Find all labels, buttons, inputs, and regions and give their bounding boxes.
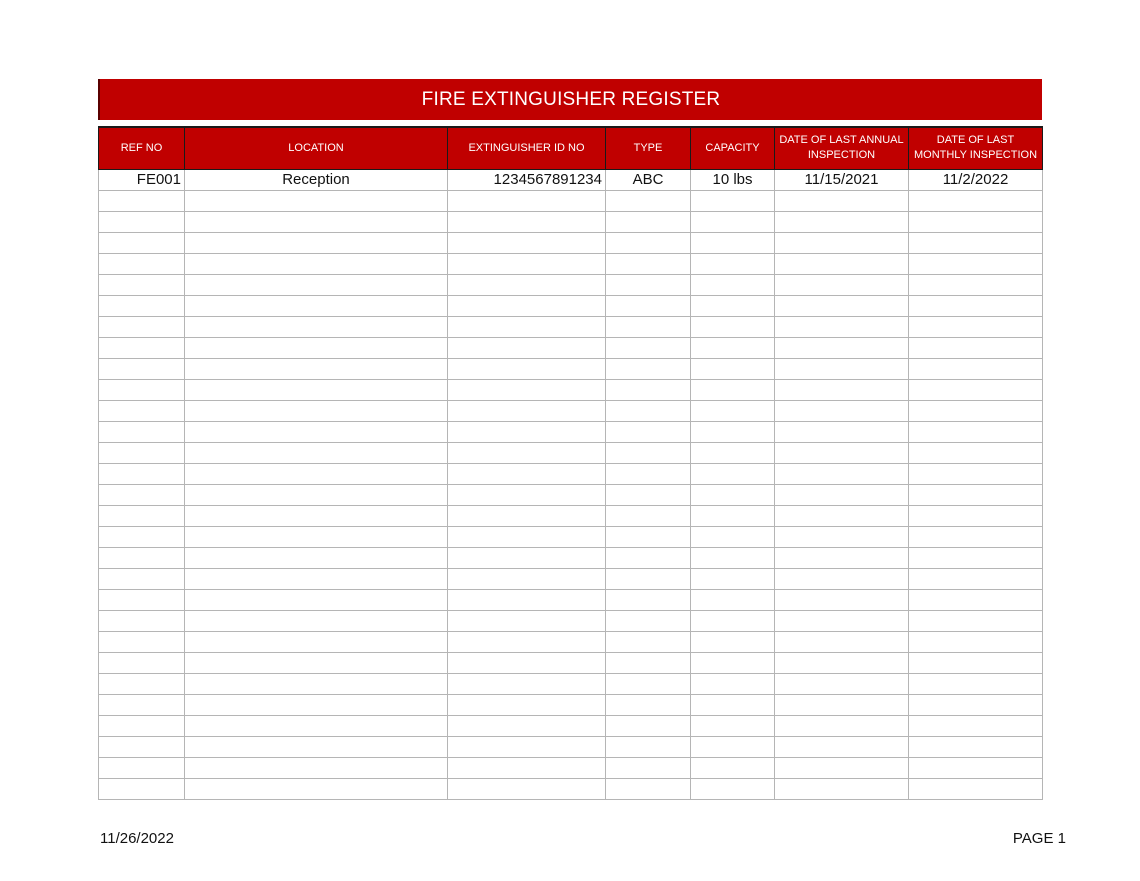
ref-no-cell[interactable] bbox=[99, 232, 185, 253]
table-row bbox=[99, 505, 1043, 526]
table-row bbox=[99, 526, 1043, 547]
table-row bbox=[99, 610, 1043, 631]
monthly-inspection-cell[interactable] bbox=[909, 337, 1043, 358]
capacity-cell[interactable] bbox=[691, 484, 775, 505]
monthly-inspection-cell[interactable] bbox=[909, 715, 1043, 736]
table-row bbox=[99, 715, 1043, 736]
capacity-cell[interactable] bbox=[691, 421, 775, 442]
type-cell[interactable] bbox=[606, 673, 691, 694]
extinguisher-id-cell[interactable] bbox=[448, 715, 606, 736]
type-cell[interactable] bbox=[606, 547, 691, 568]
ref-no-cell[interactable] bbox=[99, 568, 185, 589]
annual-inspection-cell[interactable] bbox=[775, 316, 909, 337]
register-title: FIRE EXTINGUISHER REGISTER bbox=[98, 79, 1042, 120]
location-cell[interactable] bbox=[185, 295, 448, 316]
monthly-inspection-cell[interactable]: 11/2/2022 bbox=[909, 169, 1043, 190]
monthly-inspection-cell[interactable] bbox=[909, 757, 1043, 778]
extinguisher-id-cell[interactable] bbox=[448, 190, 606, 211]
ref-no-cell[interactable] bbox=[99, 337, 185, 358]
extinguisher-id-cell[interactable] bbox=[448, 652, 606, 673]
extinguisher-id-cell[interactable] bbox=[448, 274, 606, 295]
type-cell[interactable] bbox=[606, 379, 691, 400]
capacity-cell[interactable] bbox=[691, 274, 775, 295]
ref-no-cell[interactable] bbox=[99, 484, 185, 505]
column-header-type: TYPE bbox=[606, 127, 691, 169]
ref-no-cell[interactable] bbox=[99, 505, 185, 526]
location-cell[interactable] bbox=[185, 400, 448, 421]
annual-inspection-cell[interactable] bbox=[775, 757, 909, 778]
location-cell[interactable] bbox=[185, 211, 448, 232]
location-cell[interactable] bbox=[185, 778, 448, 799]
type-cell[interactable] bbox=[606, 568, 691, 589]
table-row bbox=[99, 484, 1043, 505]
location-cell[interactable] bbox=[185, 757, 448, 778]
type-cell[interactable] bbox=[606, 526, 691, 547]
type-cell[interactable] bbox=[606, 421, 691, 442]
extinguisher-id-cell[interactable] bbox=[448, 694, 606, 715]
location-cell[interactable] bbox=[185, 505, 448, 526]
extinguisher-id-cell[interactable] bbox=[448, 505, 606, 526]
type-cell[interactable] bbox=[606, 400, 691, 421]
monthly-inspection-cell[interactable] bbox=[909, 379, 1043, 400]
ref-no-cell[interactable] bbox=[99, 274, 185, 295]
annual-inspection-cell[interactable] bbox=[775, 337, 909, 358]
location-cell[interactable] bbox=[185, 484, 448, 505]
table-row bbox=[99, 421, 1043, 442]
capacity-cell[interactable] bbox=[691, 442, 775, 463]
table-row bbox=[99, 400, 1043, 421]
type-cell[interactable] bbox=[606, 715, 691, 736]
ref-no-cell[interactable] bbox=[99, 757, 185, 778]
location-cell[interactable] bbox=[185, 190, 448, 211]
type-cell[interactable] bbox=[606, 232, 691, 253]
monthly-inspection-cell[interactable] bbox=[909, 211, 1043, 232]
annual-inspection-cell[interactable] bbox=[775, 211, 909, 232]
capacity-cell[interactable] bbox=[691, 610, 775, 631]
ref-no-cell[interactable] bbox=[99, 295, 185, 316]
capacity-cell[interactable] bbox=[691, 652, 775, 673]
annual-inspection-cell[interactable] bbox=[775, 484, 909, 505]
annual-inspection-cell[interactable] bbox=[775, 652, 909, 673]
table-row bbox=[99, 673, 1043, 694]
register-body bbox=[99, 169, 1043, 799]
table-row bbox=[99, 694, 1043, 715]
annual-inspection-cell[interactable] bbox=[775, 610, 909, 631]
ref-no-cell[interactable] bbox=[99, 463, 185, 484]
annual-inspection-cell[interactable] bbox=[775, 358, 909, 379]
annual-inspection-cell[interactable] bbox=[775, 442, 909, 463]
ref-no-cell[interactable] bbox=[99, 379, 185, 400]
table-row bbox=[99, 358, 1043, 379]
table-row bbox=[99, 568, 1043, 589]
capacity-cell[interactable] bbox=[691, 400, 775, 421]
table-row bbox=[99, 589, 1043, 610]
type-cell[interactable] bbox=[606, 589, 691, 610]
column-header-annual-inspection: DATE OF LAST ANNUAL INSPECTION bbox=[775, 127, 909, 169]
monthly-inspection-cell[interactable] bbox=[909, 526, 1043, 547]
annual-inspection-cell[interactable] bbox=[775, 253, 909, 274]
extinguisher-id-cell[interactable] bbox=[448, 379, 606, 400]
table-row bbox=[99, 211, 1043, 232]
table-row bbox=[99, 232, 1043, 253]
monthly-inspection-cell[interactable] bbox=[909, 673, 1043, 694]
location-cell[interactable] bbox=[185, 463, 448, 484]
annual-inspection-cell[interactable] bbox=[775, 400, 909, 421]
extinguisher-id-cell[interactable] bbox=[448, 484, 606, 505]
ref-no-cell[interactable] bbox=[99, 442, 185, 463]
capacity-cell[interactable] bbox=[691, 694, 775, 715]
monthly-inspection-cell[interactable] bbox=[909, 295, 1043, 316]
monthly-inspection-cell[interactable] bbox=[909, 274, 1043, 295]
capacity-cell[interactable] bbox=[691, 316, 775, 337]
ref-no-cell[interactable] bbox=[99, 400, 185, 421]
capacity-cell[interactable] bbox=[691, 190, 775, 211]
extinguisher-id-cell[interactable] bbox=[448, 400, 606, 421]
monthly-inspection-cell[interactable] bbox=[909, 631, 1043, 652]
monthly-inspection-cell[interactable] bbox=[909, 190, 1043, 211]
ref-no-cell[interactable] bbox=[99, 736, 185, 757]
table-row bbox=[99, 463, 1043, 484]
capacity-cell[interactable]: 10 lbs bbox=[691, 169, 775, 190]
location-cell[interactable] bbox=[185, 694, 448, 715]
monthly-inspection-cell[interactable] bbox=[909, 652, 1043, 673]
table-row bbox=[99, 379, 1043, 400]
monthly-inspection-cell[interactable] bbox=[909, 358, 1043, 379]
type-cell[interactable] bbox=[606, 778, 691, 799]
monthly-inspection-cell[interactable] bbox=[909, 316, 1043, 337]
capacity-cell[interactable] bbox=[691, 379, 775, 400]
capacity-cell[interactable] bbox=[691, 631, 775, 652]
extinguisher-id-cell[interactable] bbox=[448, 631, 606, 652]
ref-no-cell[interactable] bbox=[99, 778, 185, 799]
monthly-inspection-cell[interactable] bbox=[909, 610, 1043, 631]
extinguisher-id-cell[interactable] bbox=[448, 673, 606, 694]
table-row bbox=[99, 631, 1043, 652]
type-cell[interactable] bbox=[606, 652, 691, 673]
monthly-inspection-cell[interactable] bbox=[909, 400, 1043, 421]
ref-no-cell[interactable] bbox=[99, 673, 185, 694]
type-cell[interactable] bbox=[606, 757, 691, 778]
annual-inspection-cell[interactable] bbox=[775, 736, 909, 757]
ref-no-cell[interactable] bbox=[99, 358, 185, 379]
type-cell[interactable] bbox=[606, 274, 691, 295]
location-cell[interactable] bbox=[185, 526, 448, 547]
type-cell[interactable] bbox=[606, 295, 691, 316]
table-row bbox=[99, 274, 1043, 295]
monthly-inspection-cell[interactable] bbox=[909, 232, 1043, 253]
extinguisher-id-cell[interactable] bbox=[448, 526, 606, 547]
table-row bbox=[99, 316, 1043, 337]
footer-page-number: PAGE 1 bbox=[1012, 830, 1066, 847]
table-row bbox=[99, 169, 1043, 190]
location-cell[interactable] bbox=[185, 652, 448, 673]
location-cell[interactable] bbox=[185, 547, 448, 568]
capacity-cell[interactable] bbox=[691, 778, 775, 799]
capacity-cell[interactable] bbox=[691, 757, 775, 778]
column-header-ref-no: REF NO bbox=[99, 127, 185, 169]
monthly-inspection-cell[interactable] bbox=[909, 421, 1043, 442]
column-header-monthly-inspection: DATE OF LAST MONTHLY INSPECTION bbox=[909, 127, 1043, 169]
type-cell[interactable] bbox=[606, 253, 691, 274]
location-cell[interactable] bbox=[185, 274, 448, 295]
extinguisher-id-cell[interactable] bbox=[448, 421, 606, 442]
extinguisher-id-cell[interactable]: 1234567891234 bbox=[448, 169, 606, 190]
type-cell[interactable] bbox=[606, 442, 691, 463]
capacity-cell[interactable] bbox=[691, 568, 775, 589]
extinguisher-id-cell[interactable] bbox=[448, 778, 606, 799]
annual-inspection-cell[interactable] bbox=[775, 295, 909, 316]
annual-inspection-cell[interactable] bbox=[775, 631, 909, 652]
location-cell[interactable] bbox=[185, 442, 448, 463]
location-cell[interactable] bbox=[185, 589, 448, 610]
annual-inspection-cell[interactable] bbox=[775, 232, 909, 253]
ref-no-cell[interactable] bbox=[99, 631, 185, 652]
capacity-cell[interactable] bbox=[691, 337, 775, 358]
annual-inspection-cell[interactable] bbox=[775, 190, 909, 211]
extinguisher-id-cell[interactable] bbox=[448, 358, 606, 379]
ref-no-cell[interactable] bbox=[99, 526, 185, 547]
annual-inspection-cell[interactable] bbox=[775, 673, 909, 694]
location-cell[interactable] bbox=[185, 673, 448, 694]
capacity-cell[interactable] bbox=[691, 295, 775, 316]
extinguisher-id-cell[interactable] bbox=[448, 757, 606, 778]
annual-inspection-cell[interactable] bbox=[775, 715, 909, 736]
ref-no-cell[interactable]: FE001 bbox=[99, 169, 185, 190]
table-row bbox=[99, 547, 1043, 568]
location-cell[interactable] bbox=[185, 253, 448, 274]
column-header-extinguisher-id: EXTINGUISHER ID NO bbox=[448, 127, 606, 169]
capacity-cell[interactable] bbox=[691, 358, 775, 379]
ref-no-cell[interactable] bbox=[99, 610, 185, 631]
table-row bbox=[99, 778, 1043, 799]
table-row bbox=[99, 190, 1043, 211]
location-cell[interactable] bbox=[185, 610, 448, 631]
capacity-cell[interactable] bbox=[691, 589, 775, 610]
annual-inspection-cell[interactable] bbox=[775, 274, 909, 295]
type-cell[interactable] bbox=[606, 694, 691, 715]
annual-inspection-cell[interactable] bbox=[775, 379, 909, 400]
header-row bbox=[99, 127, 1043, 169]
annual-inspection-cell[interactable]: 11/15/2021 bbox=[775, 169, 909, 190]
ref-no-cell[interactable] bbox=[99, 694, 185, 715]
type-cell[interactable] bbox=[606, 211, 691, 232]
capacity-cell[interactable] bbox=[691, 463, 775, 484]
annual-inspection-cell[interactable] bbox=[775, 589, 909, 610]
table-row bbox=[99, 757, 1043, 778]
table-row bbox=[99, 442, 1043, 463]
table-row bbox=[99, 295, 1043, 316]
annual-inspection-cell[interactable] bbox=[775, 778, 909, 799]
type-cell[interactable] bbox=[606, 631, 691, 652]
column-header-capacity: CAPACITY bbox=[691, 127, 775, 169]
ref-no-cell[interactable] bbox=[99, 316, 185, 337]
type-cell[interactable] bbox=[606, 505, 691, 526]
monthly-inspection-cell[interactable] bbox=[909, 694, 1043, 715]
ref-no-cell[interactable] bbox=[99, 652, 185, 673]
table-row bbox=[99, 736, 1043, 757]
ref-no-cell[interactable] bbox=[99, 421, 185, 442]
extinguisher-id-cell[interactable] bbox=[448, 442, 606, 463]
extinguisher-id-cell[interactable] bbox=[448, 232, 606, 253]
type-cell[interactable] bbox=[606, 358, 691, 379]
annual-inspection-cell[interactable] bbox=[775, 547, 909, 568]
ref-no-cell[interactable] bbox=[99, 715, 185, 736]
table-row bbox=[99, 652, 1043, 673]
capacity-cell[interactable] bbox=[691, 211, 775, 232]
capacity-cell[interactable] bbox=[691, 547, 775, 568]
type-cell[interactable] bbox=[606, 316, 691, 337]
extinguisher-id-cell[interactable] bbox=[448, 316, 606, 337]
annual-inspection-cell[interactable] bbox=[775, 505, 909, 526]
monthly-inspection-cell[interactable] bbox=[909, 589, 1043, 610]
register-table bbox=[98, 126, 1043, 800]
capacity-cell[interactable] bbox=[691, 736, 775, 757]
extinguisher-id-cell[interactable] bbox=[448, 589, 606, 610]
annual-inspection-cell[interactable] bbox=[775, 568, 909, 589]
column-header-location: LOCATION bbox=[185, 127, 448, 169]
ref-no-cell[interactable] bbox=[99, 253, 185, 274]
ref-no-cell[interactable] bbox=[99, 211, 185, 232]
monthly-inspection-cell[interactable] bbox=[909, 547, 1043, 568]
location-cell[interactable] bbox=[185, 337, 448, 358]
annual-inspection-cell[interactable] bbox=[775, 526, 909, 547]
annual-inspection-cell[interactable] bbox=[775, 421, 909, 442]
capacity-cell[interactable] bbox=[691, 505, 775, 526]
annual-inspection-cell[interactable] bbox=[775, 463, 909, 484]
extinguisher-id-cell[interactable] bbox=[448, 568, 606, 589]
extinguisher-id-cell[interactable] bbox=[448, 610, 606, 631]
monthly-inspection-cell[interactable] bbox=[909, 778, 1043, 799]
location-cell[interactable] bbox=[185, 316, 448, 337]
location-cell[interactable] bbox=[185, 736, 448, 757]
extinguisher-id-cell[interactable] bbox=[448, 295, 606, 316]
capacity-cell[interactable] bbox=[691, 232, 775, 253]
footer-date: 11/26/2022 bbox=[100, 830, 174, 847]
monthly-inspection-cell[interactable] bbox=[909, 505, 1043, 526]
ref-no-cell[interactable] bbox=[99, 190, 185, 211]
monthly-inspection-cell[interactable] bbox=[909, 736, 1043, 757]
type-cell[interactable] bbox=[606, 190, 691, 211]
location-cell[interactable] bbox=[185, 568, 448, 589]
location-cell[interactable] bbox=[185, 232, 448, 253]
location-cell[interactable] bbox=[185, 715, 448, 736]
monthly-inspection-cell[interactable] bbox=[909, 463, 1043, 484]
monthly-inspection-cell[interactable] bbox=[909, 442, 1043, 463]
capacity-cell[interactable] bbox=[691, 526, 775, 547]
ref-no-cell[interactable] bbox=[99, 589, 185, 610]
type-cell[interactable] bbox=[606, 484, 691, 505]
capacity-cell[interactable] bbox=[691, 673, 775, 694]
extinguisher-id-cell[interactable] bbox=[448, 211, 606, 232]
capacity-cell[interactable] bbox=[691, 253, 775, 274]
location-cell[interactable]: Reception bbox=[185, 169, 448, 190]
location-cell[interactable] bbox=[185, 358, 448, 379]
monthly-inspection-cell[interactable] bbox=[909, 568, 1043, 589]
type-cell[interactable] bbox=[606, 610, 691, 631]
type-cell[interactable] bbox=[606, 463, 691, 484]
monthly-inspection-cell[interactable] bbox=[909, 253, 1043, 274]
extinguisher-id-cell[interactable] bbox=[448, 736, 606, 757]
annual-inspection-cell[interactable] bbox=[775, 694, 909, 715]
location-cell[interactable] bbox=[185, 631, 448, 652]
extinguisher-id-cell[interactable] bbox=[448, 547, 606, 568]
capacity-cell[interactable] bbox=[691, 715, 775, 736]
monthly-inspection-cell[interactable] bbox=[909, 484, 1043, 505]
ref-no-cell[interactable] bbox=[99, 547, 185, 568]
extinguisher-id-cell[interactable] bbox=[448, 253, 606, 274]
location-cell[interactable] bbox=[185, 421, 448, 442]
location-cell[interactable] bbox=[185, 379, 448, 400]
type-cell[interactable] bbox=[606, 337, 691, 358]
type-cell[interactable]: ABC bbox=[606, 169, 691, 190]
extinguisher-id-cell[interactable] bbox=[448, 337, 606, 358]
extinguisher-id-cell[interactable] bbox=[448, 463, 606, 484]
table-row bbox=[99, 337, 1043, 358]
type-cell[interactable] bbox=[606, 736, 691, 757]
table-row bbox=[99, 253, 1043, 274]
